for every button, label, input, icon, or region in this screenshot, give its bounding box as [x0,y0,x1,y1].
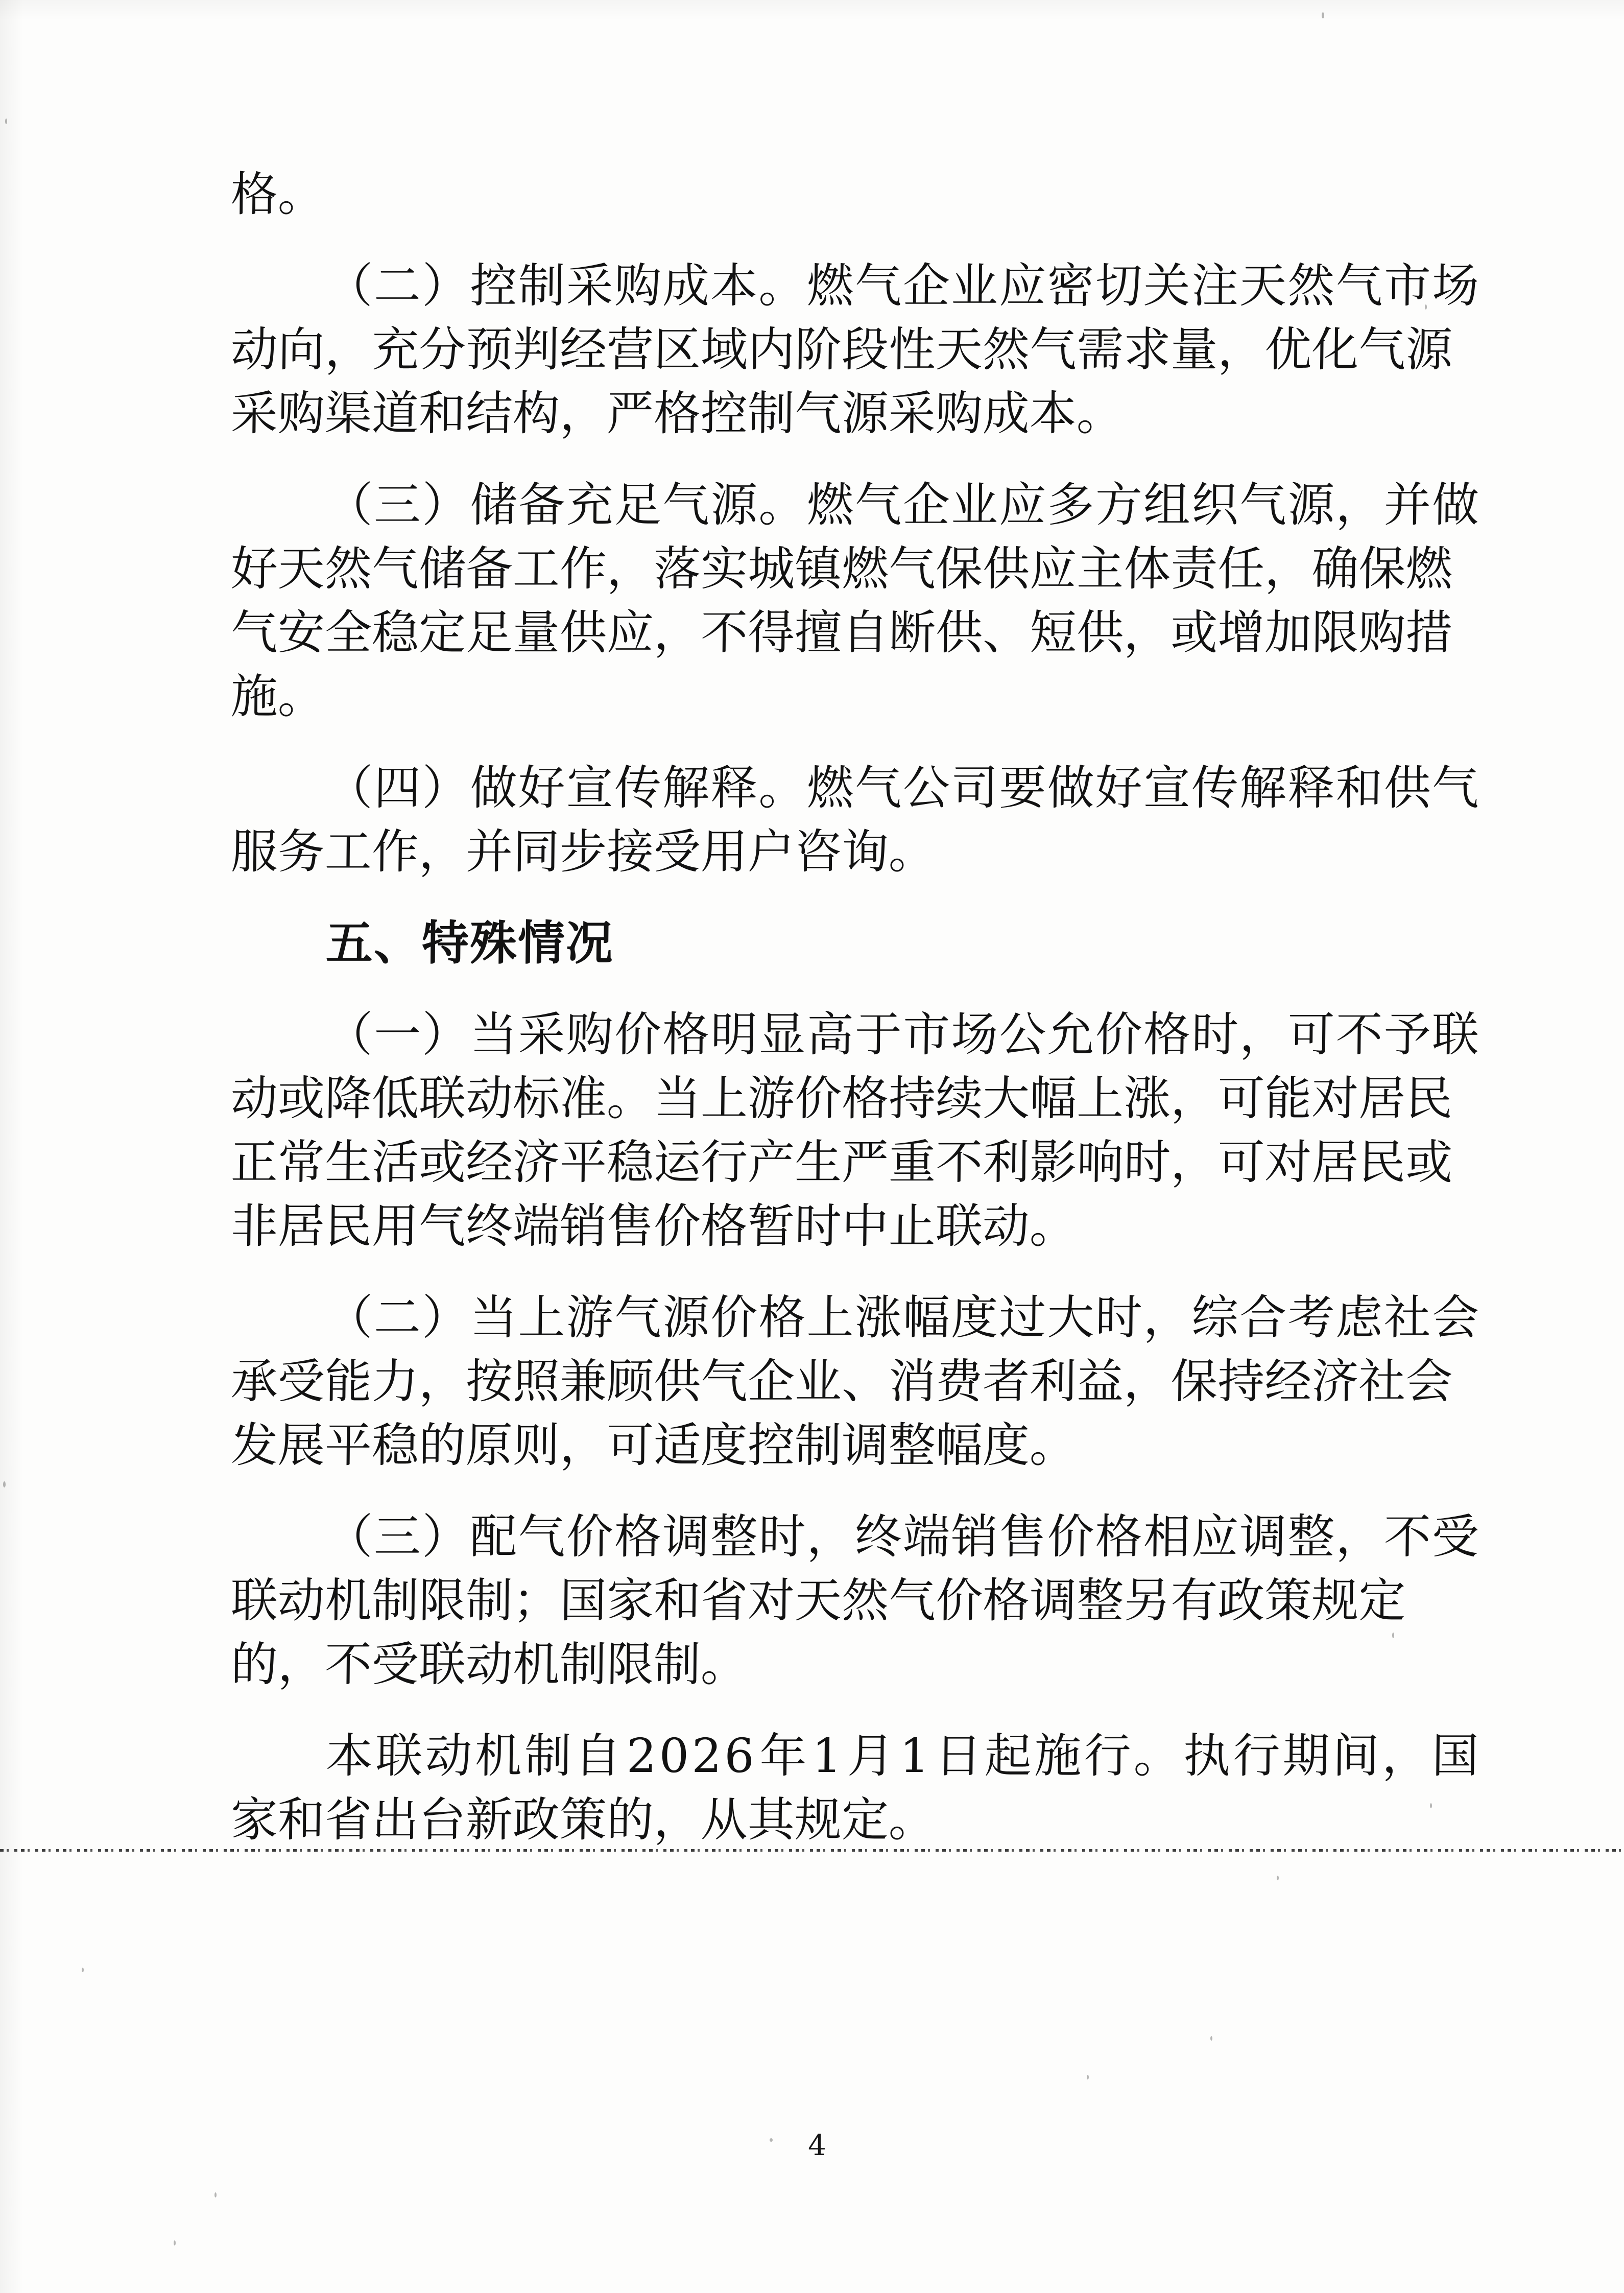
text-line: 动 向 ， 充 分 预 判 经 营 区 域 内 阶 段 性 天 然 气 需 求 量 ， 优 化 气 源 [230,322,1453,377]
text-line: 的，不受联动机制限制。 [230,1637,748,1692]
text-line: 好 天 然 气 储 备 工 作 ， 落 实 城 镇 燃 气 保 供 应 主 体 责 任 ， 确 保 燃 [230,541,1453,596]
text-line: （ 三 ） 配 气 价 格 调 整 时 ， 终 端 销 售 价 格 相 应 调 整 ， 不 受 [325,1509,1479,1564]
text-line: （ 一 ） 当 采 购 价 格 明 显 高 于 市 场 公 允 价 格 时 ， 可 不 予 联 [325,1007,1479,1062]
text-line: 服务工作，并同步接受用户咨询。 [230,824,936,879]
paragraph-spacer [231,445,1384,473]
scan-edge-shadow-left [0,0,23,2293]
section-heading: 五、特殊情况 [325,915,614,971]
paragraph-spacer [231,1258,1384,1286]
text-line: （ 三 ） 储 备 充 足 气 源 。 燃 气 企 业 应 多 方 组 织 气 源 ， 并 做 [325,478,1479,532]
scan-speck [3,1481,6,1487]
scan-speck [1210,2036,1212,2041]
paragraph-spacer [231,884,1384,911]
paragraph-spacer [231,1477,1384,1505]
page-number: 4 [808,2129,826,2162]
text-line: 采购渠道和结构，严格控制气源采购成本。 [230,386,1124,441]
text-line: （ 二 ） 当 上 游 气 源 价 格 上 涨 幅 度 过 大 时 ， 综 合 考 虑 社 会 [325,1290,1479,1345]
paragraph-spacer [231,728,1384,756]
scan-speck [82,1968,84,1972]
document-body [230,162,1479,1852]
scan-speck [1277,1876,1279,1880]
scan-edge-shadow-top [0,0,1624,20]
paragraph-spacer [231,1696,1384,1724]
scan-speck [1430,1803,1432,1808]
text-line: 格。 [230,167,325,222]
scan-speck [5,119,7,124]
text-line: 家和省出台新政策的，从其规定。 [230,1792,936,1847]
text-line: 联 动 机 制 限 制 ； 国 家 和 省 对 天 然 气 价 格 调 整 另 有 政 策 规 定 [230,1573,1406,1628]
paragraph-spacer [231,226,1384,254]
text-line: 施。 [230,669,325,724]
text-line: 承 受 能 力 ， 按 照 兼 顾 供 气 企 业 、 消 费 者 利 益 ， 保 持 经 济 社 会 [230,1354,1453,1409]
text-line: （ 四 ） 做 好 宣 传 解 释 。 燃 气 公 司 要 做 好 宣 传 解 释 和 供 气 [325,761,1479,815]
text-line: （ 二 ） 控 制 采 购 成 本 。 燃 气 企 业 应 密 切 关 注 天 然 气 市 场 [325,258,1479,313]
scan-speck [1392,1633,1394,1638]
text-line: 本 联 动 机 制 自 2 0 2 6 年 1 月 1 日 起 施 行 。 执 行 期 间 ， 国 [325,1729,1479,1783]
text-line: 动 或 降 低 联 动 标 准 。 当 上 游 价 格 持 续 大 幅 上 涨 ， 可 能 对 居 民 [230,1071,1453,1126]
paragraph-spacer [231,975,1384,1003]
scan-speck [1322,12,1324,18]
text-line: 正 常 生 活 或 经 济 平 稳 运 行 产 生 严 重 不 利 影 响 时 ， 可 对 居 民 或 [230,1135,1453,1190]
text-line: 发展平稳的原则，可适度控制调整幅度。 [230,1418,1077,1473]
scan-speck [1087,2075,1089,2079]
scan-speck [214,2192,217,2197]
text-line: 气 安 全 稳 定 足 量 供 应 ， 不 得 擅 自 断 供 、 短 供 ， 或 增 加 限 购 措 [230,605,1453,660]
scan-speck [174,2240,176,2245]
text-line: 非居民用气终端销售价格暂时中止联动。 [230,1199,1077,1254]
